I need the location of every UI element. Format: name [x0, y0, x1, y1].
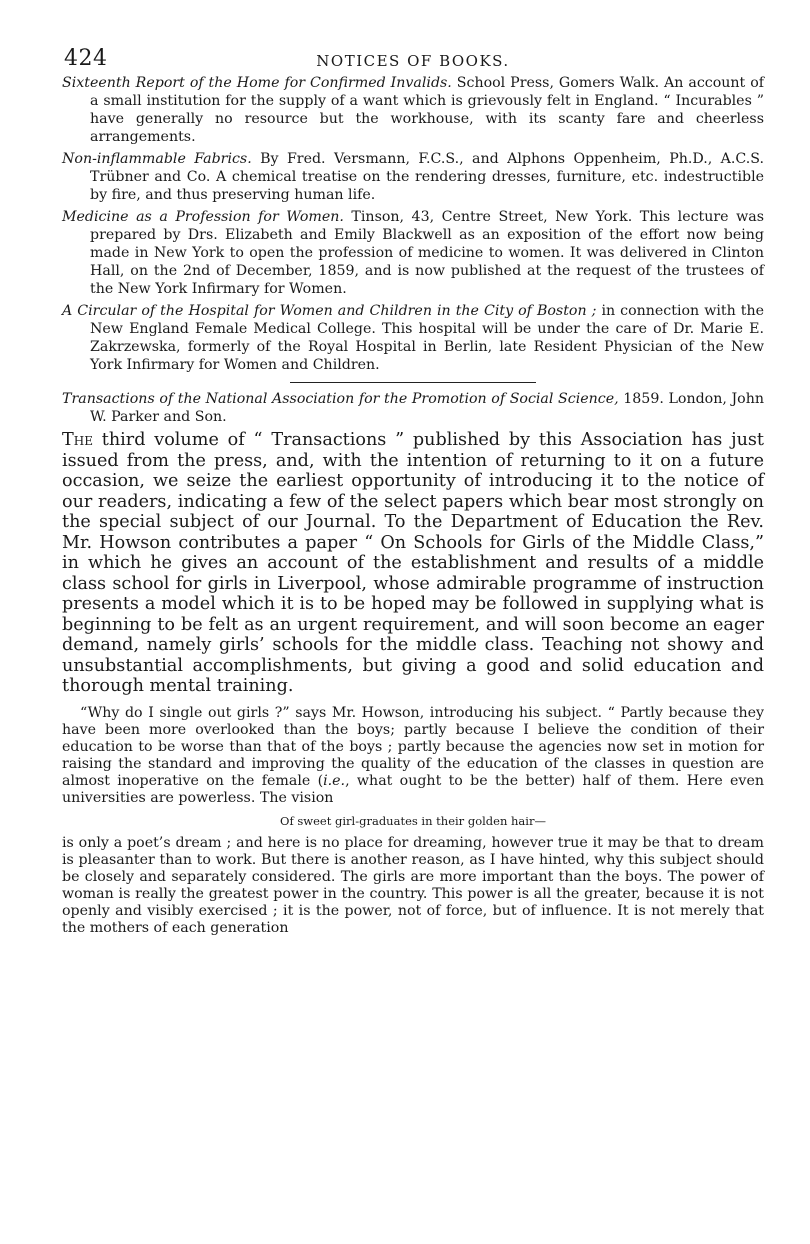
- review-first-word: The: [62, 430, 93, 450]
- quoted-passage-continued: is only a poet’s dream ; and here is no place for dreaming, however true it may be that to dream is pleasanter than to work. But there is another reason, as I have hinted, why this subject should be closely and separately considered. The girls are more important than the boys. The power of woman is really the greatest power in the country. This power is all the greater, because it is not openly and visibly exercised ; it is the power, not of force, but of influence. It is not merely that the mothers of each generation: [62, 834, 764, 936]
- review-heading: [62, 390, 764, 426]
- book-page: [62, 44, 764, 937]
- notice-text: By Fred. Versmann, F.C.S., and Alphons Oppenheim, Ph.D., A.C.S. Trübner and Co. A chemical treatise on the rendering dresses, furniture, etc. indestructible by fire, and thus preserving human life.: [90, 151, 764, 203]
- book-notices: [62, 74, 764, 374]
- verse-line: Of sweet girl-graduates in their golden hair—: [280, 813, 546, 828]
- page-header: [62, 44, 764, 74]
- running-head: NOTICES OF BOOKS.: [316, 52, 510, 70]
- notice-item: [62, 150, 764, 204]
- notice-title: Non-inflammable Fabrics.: [62, 151, 252, 167]
- notice-title: Medicine as a Profession for Women.: [62, 209, 344, 225]
- notice-item: [62, 302, 764, 374]
- quoted-passage: [62, 705, 764, 807]
- page-number: 424: [64, 46, 108, 71]
- notice-item: [62, 74, 764, 146]
- notice-text: School Press, Gomers Walk. An account of a small institution for the supply of a want which is grievously felt in England. “ Incurables ” have generally no resource but the workhouse, with its scanty fare and cheerless arrangements.: [90, 75, 764, 145]
- review-title: Transactions of the National Association for the Promotion of Social Science,: [62, 391, 619, 407]
- review-body-text: third volume of “ Transactions ” published by this Association has just issued from the press, and, with the intention of returning to it on a future occasion, we seize the earliest opportunity of introducing it to the notice of our readers, indicating a few of the select papers which bear most strongly on the special subject of our Journal. To the Department of Education the Rev. Mr. Howson contributes a paper “ On Schools for Girls of the Middle Class,” in which he gives an account of the establishment and results of a middle class school for girls in Liverpool, whose admirable programme of instruction presents a model which it is to be hoped may be followed in supplying what is beginning to be felt as an urgent requirement, and will soon become an eager demand, namely girls’ schools for the middle class. Teaching not showy and unsubstantial accomplishments, but giving a good and solid education and thorough mental training.: [62, 430, 764, 696]
- notice-title: A Circular of the Hospital for Women and Children in the City of Boston ;: [62, 303, 597, 319]
- notice-item: [62, 208, 764, 298]
- quote-text: , what ought to be the better) half of them. Here even universities are powerless. The vision: [62, 772, 764, 806]
- section-divider: [290, 382, 536, 383]
- quote-text: “Why do I single out girls ?” says Mr. Howson, introducing his subject. “ Partly because they have been more overlooked than the boys; partly because I believe the condition of their education to be worse than that of the boys ; partly because the agencies now set in motion for raising the standard and improving the quality of the education of the classes in question are almost inoperative on the female (: [62, 704, 764, 789]
- notice-text: in connection with the New England Female Medical College. This hospital will be under the care of Dr. Marie E. Zakrzewska, formerly of the Royal Hospital in Berlin, late Resident Physician of the New York Infirmary for Women and Children.: [90, 303, 764, 373]
- review-publication: 1859. London, John W. Parker and Son.: [90, 391, 764, 425]
- notice-text: Tinson, 43, Centre Street, New York. This lecture was prepared by Drs. Elizabeth and Emily Blackwell as an exposition of the effort now being made in New York to open the profession of medicine to women. It was delivered in Clinton Hall, on the 2nd of December, 1859, and is now published at the request of the trustees of the New York Infirmary for Women.: [90, 209, 764, 297]
- notice-title: Sixteenth Report of the Home for Confirmed Invalids.: [62, 75, 452, 91]
- quote-abbrev: i.e.: [323, 772, 346, 789]
- review-body: [62, 430, 764, 697]
